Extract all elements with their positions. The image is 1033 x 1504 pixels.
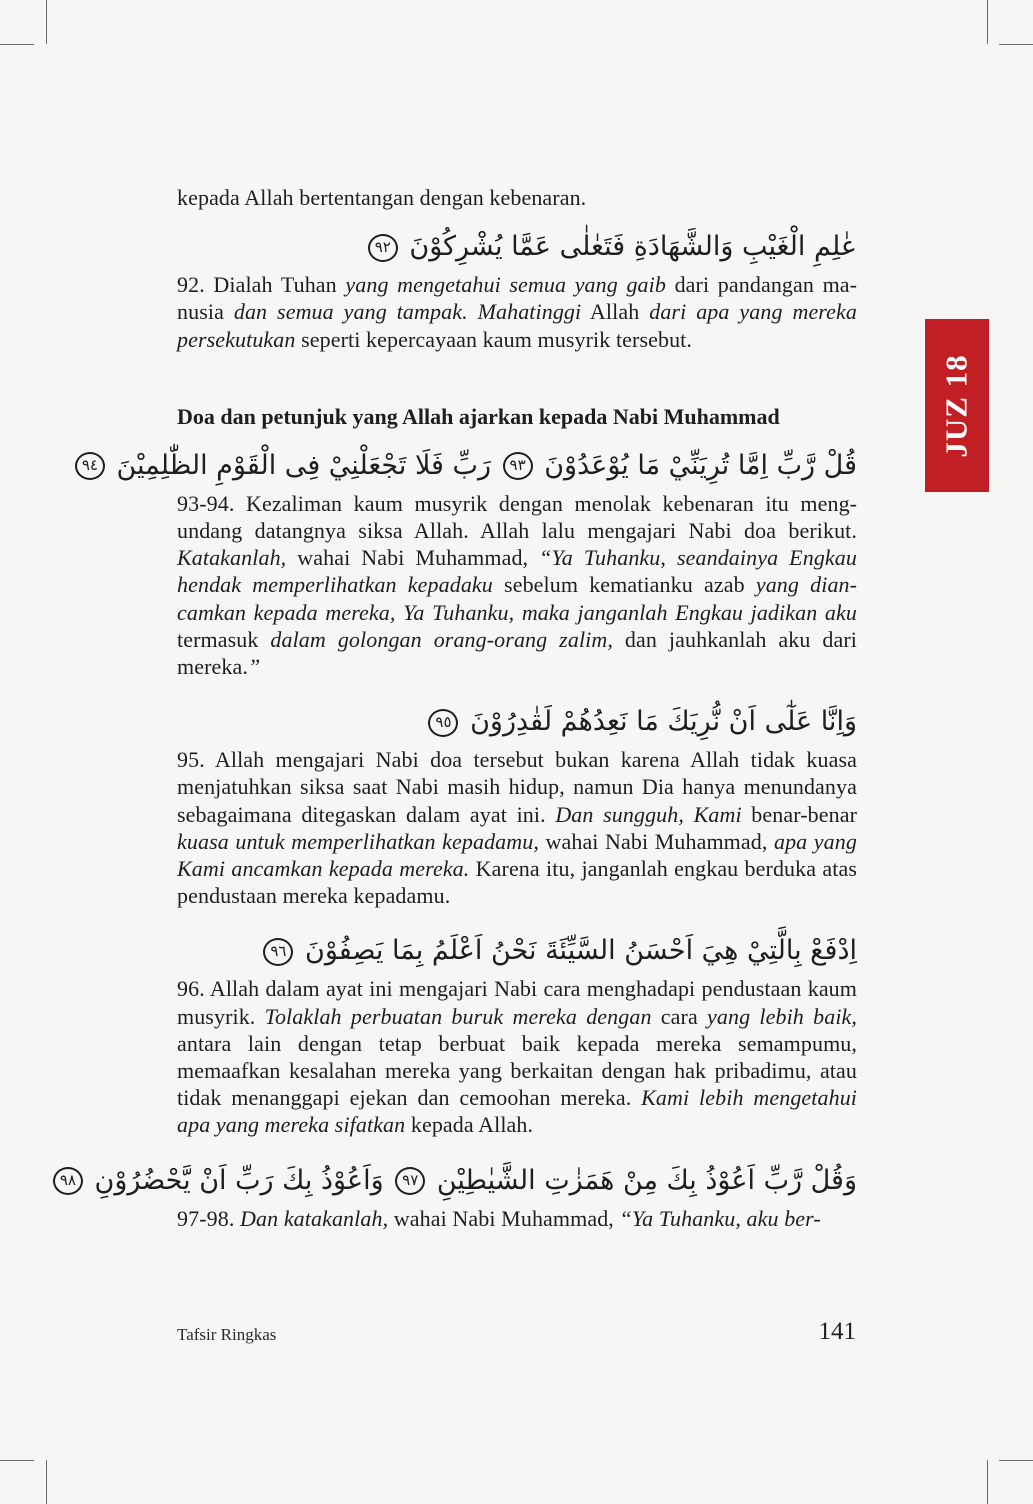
tafsir-93-94 bbox=[177, 490, 857, 680]
crop-mark bbox=[999, 1460, 1033, 1461]
text-segment: 95. Allah mengajari Nabi doa tersebut bukan karena Allah tidak kuasa menjatuhkan siksa saat Nabi masih hidup, namun Dia hanya menundanya sebagaimana ditegaskan dalam ayat ini. bbox=[177, 747, 857, 827]
footer-book-title: Tafsir Ringkas bbox=[177, 1325, 277, 1344]
tafsir-95 bbox=[177, 746, 857, 909]
text-segment: 92. Dialah Tuhan bbox=[177, 272, 346, 298]
italic-segment: Dan katakanlah, bbox=[240, 1205, 389, 1231]
verse-number-mark: ٩٨ bbox=[53, 1167, 83, 1195]
italic-segment: Tolaklah perbuatan buruk mereka dengan bbox=[264, 1003, 652, 1029]
italic-segment: dari apa yang mereka persekutukan bbox=[177, 299, 857, 352]
text-segment: seperti kepercayaan kaum musyrik tersebut. bbox=[295, 326, 692, 352]
verse-number-mark: ٩٤ bbox=[75, 452, 105, 480]
italic-segment: Dan sungguh, Kami bbox=[555, 801, 742, 827]
text-segment: wahai Nabi Muhammad, bbox=[538, 828, 774, 854]
italic-segment: yang mengetahui semua yang gaib bbox=[345, 272, 666, 298]
crop-mark bbox=[46, 0, 47, 44]
text-segment: sebelum kematianku azab bbox=[492, 572, 756, 598]
crop-mark bbox=[987, 1460, 988, 1504]
text-segment: wahai Nabi Muhammad, bbox=[388, 1205, 620, 1231]
verse-number-mark: ٩٦ bbox=[263, 938, 293, 966]
verse-number-mark: ٩٢ bbox=[368, 234, 398, 262]
arabic-verse-96 bbox=[177, 927, 857, 975]
arabic-verse-97-98 bbox=[59, 1157, 857, 1205]
page-body bbox=[59, 184, 858, 1232]
arabic-verse-92 bbox=[177, 223, 857, 271]
text-segment: benar-benar bbox=[741, 801, 858, 827]
italic-segment: Kami lebih mengetahui apa yang mereka sifatkan bbox=[177, 1085, 858, 1138]
verse-number-mark: ٩٣ bbox=[503, 452, 533, 480]
text-segment: 97-98. bbox=[177, 1205, 241, 1231]
arabic-verse-93-94 bbox=[81, 442, 857, 490]
italic-segment: “Ya Tuhanku, seandainya Engkau hendak memperlihatkan kepadaku bbox=[177, 545, 857, 598]
crop-mark bbox=[987, 0, 988, 44]
text-segment: cara bbox=[651, 1003, 708, 1029]
text-segment: 96. Allah dalam ayat ini mengajari Nabi cara menghadapi pendustaan kaum musyrik. bbox=[177, 976, 857, 1029]
italic-segment: kuasa untuk memperlihatkan kepadamu, bbox=[177, 828, 539, 854]
italic-segment: ” bbox=[247, 654, 261, 680]
arabic-text: قُلْ رَّبِّ اِمَّا تُرِيَنِّيْ مَا يُوْعَدُوْنَ bbox=[544, 449, 857, 481]
verse-number-mark: ٩٥ bbox=[428, 709, 458, 737]
tafsir-92 bbox=[177, 271, 857, 353]
text-segment: Karena itu, janganlah engkau berduka atas pendustaan mereka kepadamu. bbox=[177, 856, 857, 909]
text-segment: termasuk bbox=[177, 626, 271, 652]
text-segment: kepada Allah. bbox=[405, 1112, 534, 1138]
arabic-text: اِدْفَعْ بِالَّتِيْ هِيَ اَحْسَنُ السَّيِّئَةَ نَحْنُ اَعْلَمُ بِمَا يَصِفُوْنَ bbox=[305, 935, 857, 967]
tafsir-96 bbox=[177, 975, 857, 1138]
text-segment: dari pandangan manusia bbox=[177, 272, 857, 325]
text-segment: dan jauhkanlah aku dari mereka. bbox=[177, 626, 857, 680]
tafsir-97-98 bbox=[177, 1205, 857, 1232]
intro-text: kepada Allah bertentangan dengan kebenaran. bbox=[177, 185, 587, 210]
arabic-text: وَاَعُوْذُ بِكَ رَبِّ اَنْ يَّحْضُرُوْنِ bbox=[94, 1164, 384, 1196]
page-number: 141 bbox=[818, 1318, 856, 1345]
arabic-text: وَقُلْ رَّبِّ اَعُوْذُ بِكَ مِنْ هَمَزٰتِ الشَّيٰطِيْنِ bbox=[436, 1164, 857, 1196]
text-segment: antara lain dengan tetap berbuat baik kepada mereka semampumu, memaafkan kesalahan mereka yang berkaitan dengan hak pribadimu, atau tidak menanggapi ejekan dan cemoohan mereka. bbox=[177, 1030, 857, 1111]
text-segment: 93-94. Kezaliman kaum musyrik dengan menolak kebenaran itu mengundang datangnya siksa Allah. Allah lalu mengajari Nabi doa berikut. bbox=[177, 490, 857, 544]
crop-mark bbox=[46, 1460, 47, 1504]
italic-segment: apa yang Kami ancamkan kepada mereka. bbox=[177, 828, 857, 882]
arabic-text: وَاِنَّا عَلٰٓى اَنْ نُّرِيَكَ مَا نَعِدُهُمْ لَقٰدِرُوْنَ bbox=[470, 706, 857, 738]
juz-label: JUZ 18 bbox=[939, 353, 975, 458]
crop-mark bbox=[999, 44, 1033, 45]
italic-segment: “Ya Tuhanku, aku ber- bbox=[619, 1205, 821, 1231]
italic-segment: Katakanlah, bbox=[177, 545, 287, 571]
italic-segment: dan semua yang tampak. Mahatinggi bbox=[233, 299, 582, 325]
arabic-verse-95 bbox=[177, 698, 857, 746]
italic-segment: yang lebih baik, bbox=[707, 1003, 857, 1029]
section-heading: Doa dan petunjuk yang Allah ajarkan kepada Nabi Muhammad bbox=[177, 403, 780, 429]
text-segment: Allah bbox=[581, 299, 650, 325]
verse-number-mark: ٩٧ bbox=[395, 1167, 425, 1195]
arabic-text: عٰلِمِ الْغَيْبِ وَالشَّهَادَةِ فَتَعٰلٰى عَمَّا يُشْرِكُوْنَ bbox=[409, 231, 857, 263]
text-segment: wahai Nabi Muhammad, bbox=[286, 545, 540, 571]
italic-segment: dalam golongan orang-orang zalim, bbox=[270, 626, 613, 652]
juz-tab bbox=[925, 319, 989, 492]
crop-mark bbox=[0, 1460, 34, 1461]
arabic-text: رَبِّ فَلَا تَجْعَلْنِيْ فِى الْقَوْمِ الظّٰلِمِيْنَ bbox=[116, 449, 492, 481]
crop-mark bbox=[0, 44, 34, 45]
italic-segment: yang diancamkan kepada mereka, Ya Tuhanku, maka janganlah Engkau jadikan aku bbox=[177, 572, 857, 625]
